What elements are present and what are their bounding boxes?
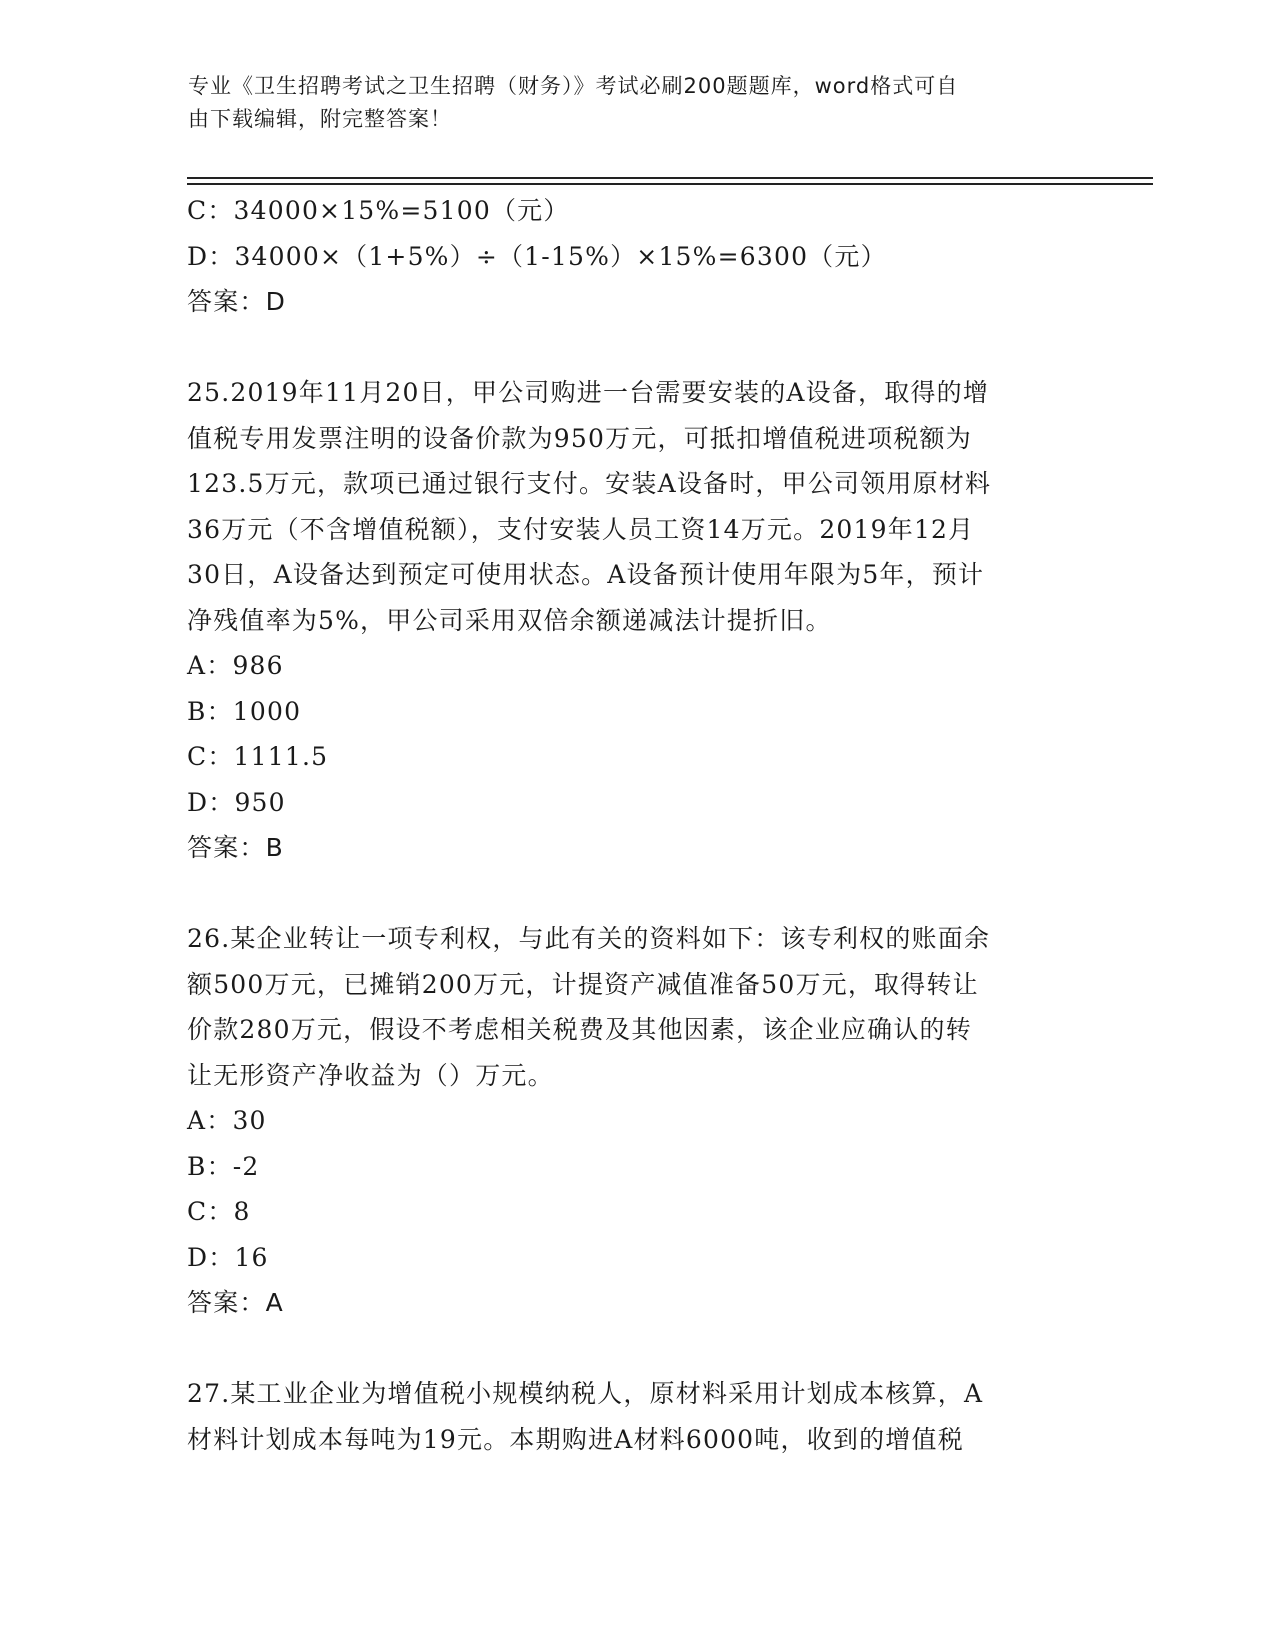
- question-stem-line: 25.2019年11月20日，甲公司购进一台需要安装的A设备，取得的增: [187, 378, 990, 407]
- question-gap: [187, 325, 1087, 371]
- header-line-2: 由下载编辑，附完整答案！: [188, 107, 452, 131]
- question-stem-line: 材料计划成本每吨为19元。本期购进A材料6000吨，收到的增值税: [187, 1424, 964, 1454]
- question-stem-line: 123.5万元，款项已通过银行支付。安装A设备时，甲公司领用原材料: [187, 469, 992, 498]
- answer-line: 答案：A: [187, 1288, 284, 1317]
- document-body: [187, 188, 1087, 1462]
- question-27: [187, 1371, 1087, 1462]
- question-stem-line: 30日，A设备达到预定可使用状态。A设备预计使用年限为5年，预计: [187, 560, 985, 589]
- question-stem-line: 值税专用发票注明的设备价款为950万元，可抵扣增值税进项税额为: [187, 423, 972, 453]
- question-stem-line: 价款280万元，假设不考虑相关税费及其他因素，该企业应确认的转: [187, 1015, 972, 1044]
- question-stem-line: 36万元（不含增值税额），支付安装人员工资14万元。2019年12月: [187, 514, 975, 544]
- question-stem-line: 26.某企业转让一项专利权，与此有关的资料如下：该专利权的账面余: [187, 924, 991, 953]
- question-gap: [187, 871, 1087, 917]
- option-c: C：8: [187, 1197, 251, 1226]
- previous-question-tail: [187, 188, 1087, 325]
- option-d: D：16: [187, 1242, 269, 1272]
- option-d: D：950: [187, 787, 286, 817]
- question-stem-line: 净残值率为5%，甲公司采用双倍余额递减法计提折旧。: [187, 605, 832, 635]
- answer-line: 答案：D: [187, 287, 287, 316]
- question-gap: [187, 1326, 1087, 1372]
- option-a: A：30: [187, 1106, 267, 1135]
- question-stem-line: 额500万元，已摊销200万元，计提资产减值准备50万元，取得转让: [187, 969, 979, 999]
- question-stem-line: 27.某工业企业为增值税小规模纳税人，原材料采用计划成本核算，A: [187, 1379, 984, 1408]
- option-a: A：986: [187, 651, 284, 680]
- question-25: [187, 370, 1087, 871]
- option-c: C：1111.5: [187, 742, 329, 771]
- option-b: B：1000: [187, 696, 302, 726]
- option-b: B：-2: [187, 1151, 260, 1181]
- header-line-1: 专业《卫生招聘考试之卫生招聘（财务）》考试必刷200题题库，word格式可自: [188, 74, 959, 98]
- option-c: C：34000×15%=5100（元）: [187, 196, 570, 225]
- header-rule-top: [187, 177, 1153, 179]
- question-stem-line: 让无形资产净收益为（）万元。: [187, 1060, 554, 1090]
- header-rule-bottom: [187, 183, 1153, 185]
- question-26: [187, 916, 1087, 1326]
- option-d: D：34000×（1+5%）÷（1-15%）×15%=6300（元）: [187, 241, 887, 271]
- answer-line: 答案：B: [187, 833, 284, 862]
- document-header: [188, 70, 1088, 136]
